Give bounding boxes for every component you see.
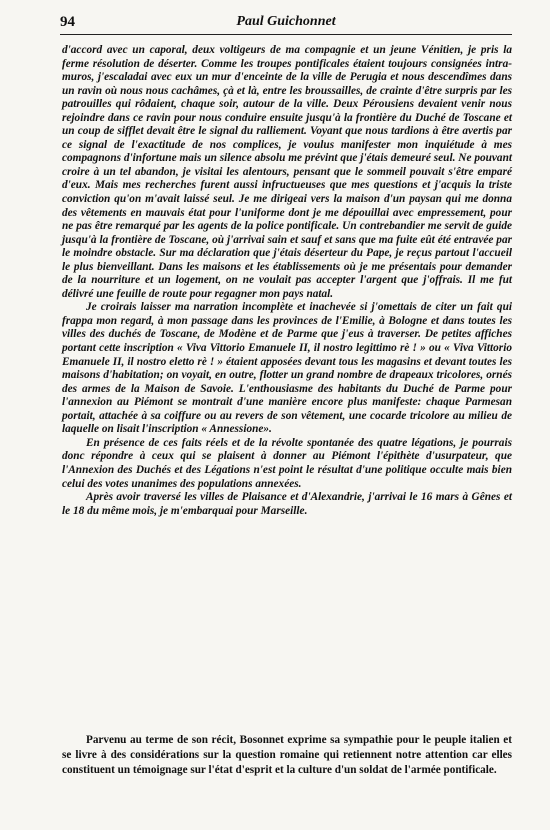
page-number: 94	[60, 14, 75, 30]
paragraph-1: d'accord avec un caporal, deux voltigeurs de ma compagnie et un jeune Vénitien, je pris la ferme résolution de déserter. Comme les troupes pontificales étaient toujours consignées intra-muros, j'escaladai avec eux un mur d'enceinte de la ville de Perugia et nous descendîmes dans un ravin où nous nous cachâmes, çà et là, entre les broussailles, de crainte d'être surpris par les patrouilles qui rôdaient, chaque soir, autour de la ville. Deux Pérousiens devaient venir nous rejoindre dans ce ravin pour nous conduire ensuite jusqu'à la frontière du Duché de Toscane et un coup de sifflet devait être le signal du ralliement. Voyant que nous tardions à être avertis par ce signal de l'exactitude de nos complices, je voulus manifester mon inquiétude à mes compagnons d'infortune mais un silence absolu me prévint que j'étais demeuré seul. Ne pouvant croire à un tel abandon, je visitai les alentours, pensant que le sommeil pouvait s'être emparé d'eux. Mais mes recherches furent aussi infructueuses que mes questions et j'acquis la triste conviction qu'on m'avait laissé seul. Je me dirigeai vers la maison d'un paysan qui me donna des vêtements en mauvais état pour l'uniforme dont je me dépouillai avec empressement, pour ne pas être remarqué par les agents de la police pontificale. Un contrebandier me servit de guide jusqu'à la frontière de Toscane, où j'arrivai sain et sauf et sans que ma fuite eût été entravée par le moindre obstacle. Sur ma déclaration que j'étais déserteur du Pape, je reçus partout l'accueil le plus bienveillant. Dans les maisons et les établissements où je me présentais pour demander de la nourriture et un logement, on ne voulait pas accepter l'argent que j'offrais. Il me fut délivré une feuille de route pour regagner mon pays natal.	[62, 44, 512, 300]
header-rule	[60, 34, 512, 35]
commentary-paragraph: Parvenu au terme de son récit, Bosonnet exprime sa sympathie pour le peuple italien et se livre à des considérations sur la question romaine qui retiennent notre attention car elles constituent un témoignage sur l'état d'esprit et la culture d'un soldat de l'armée pontificale.	[62, 734, 512, 776]
running-head: Paul Guichonnet	[236, 14, 336, 29]
paragraph-4: Après avoir traversé les villes de Plaisance et d'Alexandrie, j'arrivai le 16 mars à Gênes et le 18 du même mois, je m'embarquai pour Marseille.	[62, 491, 512, 517]
author-commentary	[62, 733, 512, 778]
page-header	[60, 14, 512, 36]
paragraph-2: Je croirais laisser ma narration incomplète et inachevée si j'omettais de citer un fait qui frappa mon regard, à mon passage dans les provinces de l'Emilie, à Bologne et dans toutes les villes des duchés de Toscane, de Modène et de Parme que j'eus à traverser. De petites affiches portant cette inscription « Viva Vittorio Emanuele II, il nostro legittimo rè ! » ou « Viva Vittorio Emanuele II, il nostro eletto rè ! » étaient apposées devant tous les magasins et devant toutes les maisons d'habitation; on voyait, en outre, flotter un grand nombre de drapeaux tricolores, ornés des armes de la Maison de Savoie. L'enthousiasme des habitants du Duché de Parme pour l'annexion au Piémont se montrait d'une manière encore plus manifeste: chaque Parmesan portait, attachée à sa coiffure ou au revers de son vêtement, une cocarde tricolore au milieu de laquelle on lisait l'inscription « Annessione».	[62, 301, 512, 436]
quoted-narrative	[62, 44, 512, 518]
paragraph-3: En présence de ces faits réels et de la révolte spontanée des quatre légations, je pourrais donc répondre à ceux qui se plaisent à donner au Piémont l'épithète d'usurpateur, que l'Annexion des Duchés et des Légations n'est point le résultat d'une politique occulte mais bien celui des votes unanimes des populations annexées.	[62, 436, 512, 490]
